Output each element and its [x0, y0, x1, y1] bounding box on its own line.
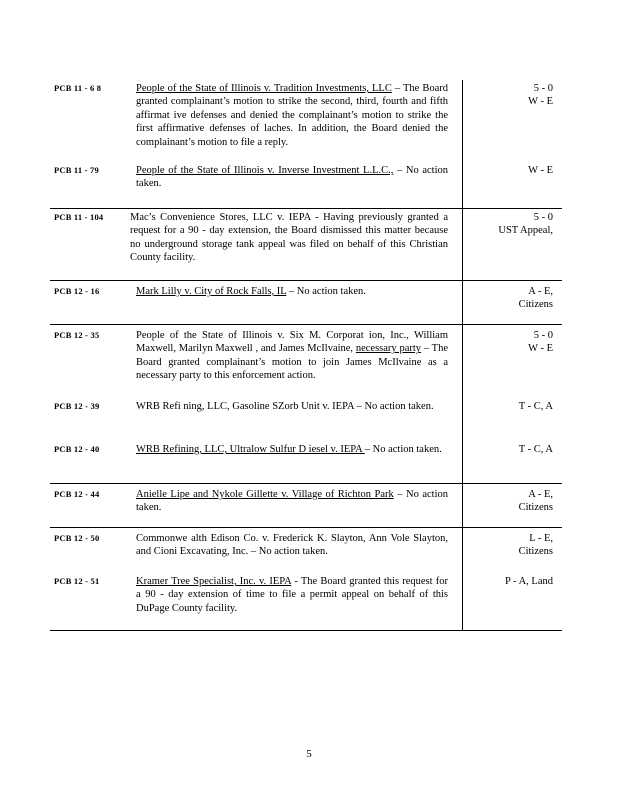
table-group — [50, 80, 562, 209]
case-action: - The Board granted this request for a 90 - day extension of time to file a permit appeal on behalf of this DuPage County facility. — [136, 576, 448, 614]
table-group — [50, 484, 562, 528]
table-row — [50, 400, 562, 413]
table-group — [50, 281, 562, 325]
case-description — [130, 211, 448, 265]
case-number: PCB 12 - 16 — [54, 286, 100, 296]
vote-result: 5 - 0 W - E — [528, 330, 553, 355]
case-action: – The Board granted complainant’s motion to strike the second, third, fourth and fifth affirmat ive defenses and denied the complainant’s motion to strike the first affirmative defenses of laches. In addition, the Board denied the complainant’s motion to file a reply. — [136, 83, 448, 148]
case-description — [136, 400, 448, 413]
case-number: PCB 11 - 79 — [54, 165, 99, 175]
case-description — [136, 285, 448, 298]
table-row — [50, 329, 562, 383]
vote-result: P - A, Land — [504, 576, 553, 587]
vote-result: 5 - 0 UST Appeal, — [498, 212, 553, 237]
case-action: Mac’s Convenience Stores, LLC v. IEPA - Having previously granted a request for a 90 - day extension, the Board dismissed this matter because no underground storage tank appeal was filed on behalf of this Christian County facility. — [130, 212, 448, 264]
vote-result: 5 - 0 W - E — [528, 83, 553, 108]
case-number: PCB 11 - 104 — [54, 212, 104, 222]
vote-result: A - E, Citizens — [518, 286, 553, 311]
vote-result: T - C, A — [518, 444, 553, 455]
table-row — [50, 575, 562, 615]
table-row — [50, 285, 562, 311]
case-action: – No action taken. — [364, 444, 442, 455]
case-title: necessary party — [355, 343, 422, 355]
table-row — [50, 488, 562, 515]
case-action: – The Board granted complainant’s motion to join James McIlvaine as a necessary party to this enforcement action. — [136, 343, 448, 382]
agenda-table — [50, 80, 562, 631]
table-group — [50, 325, 562, 484]
vote-result: T - C, A — [518, 401, 553, 412]
case-action: – No action taken. — [136, 165, 448, 190]
case-title: People of the State of Illinois v. Tradition Investments, LLC — [136, 83, 392, 94]
case-number: PCB 12 - 51 — [54, 576, 100, 586]
vote-result: L - E, Citizens — [518, 533, 553, 558]
case-description — [136, 575, 448, 615]
table-row — [50, 532, 562, 559]
case-number: PCB 11 - 6 8 — [54, 83, 102, 93]
case-description — [136, 82, 448, 149]
case-number: PCB 12 - 39 — [54, 401, 100, 411]
case-description — [136, 329, 448, 383]
case-parties: People of the State of Illinois v. Six M. Corporat ion, Inc., William Maxwell, Marilyn Maxwell , and James McIlvaine, — [136, 330, 448, 355]
table-group — [50, 209, 562, 281]
case-number: PCB 12 - 50 — [54, 533, 100, 543]
table-row — [50, 164, 562, 191]
case-number: PCB 12 - 35 — [54, 330, 100, 340]
case-action: Commonwe alth Edison Co. v. Frederick K. Slayton, Ann Vole Slayton, and Cioni Excavating, Inc. – No action taken. — [136, 533, 448, 558]
case-action: – No action taken. — [136, 489, 448, 514]
table-group — [50, 528, 562, 631]
case-description — [136, 488, 448, 515]
case-action: – No action taken. — [286, 286, 366, 297]
case-title: Mark Lilly v. City of Rock Falls, IL — [136, 286, 287, 297]
case-title: People of the State of Illinois v. Inverse Investment L.L.C., — [136, 165, 394, 176]
case-description — [136, 443, 448, 456]
case-title: Anielle Lipe and Nykole Gillette v. Village of Richton Park — [136, 489, 394, 500]
case-title: WRB Refining, LLC, Ultralow Sulfur D iesel v. IEPA — [136, 444, 365, 455]
vote-result: A - E, Citizens — [518, 489, 553, 514]
case-number: PCB 12 - 44 — [54, 489, 100, 499]
case-action: WRB Refi ning, LLC, Gasoline SZorb Unit v. IEPA – No action taken. — [136, 401, 434, 412]
table-row — [50, 443, 562, 456]
table-row — [50, 211, 562, 265]
table-row — [50, 82, 562, 149]
case-description — [136, 532, 448, 559]
case-title: Kramer Tree Specialist, Inc. v. IEPA — [136, 576, 292, 587]
vote-result: W - E — [528, 165, 553, 176]
case-description — [136, 164, 448, 191]
page-number: 5 — [306, 748, 312, 760]
case-number: PCB 12 - 40 — [54, 444, 100, 454]
